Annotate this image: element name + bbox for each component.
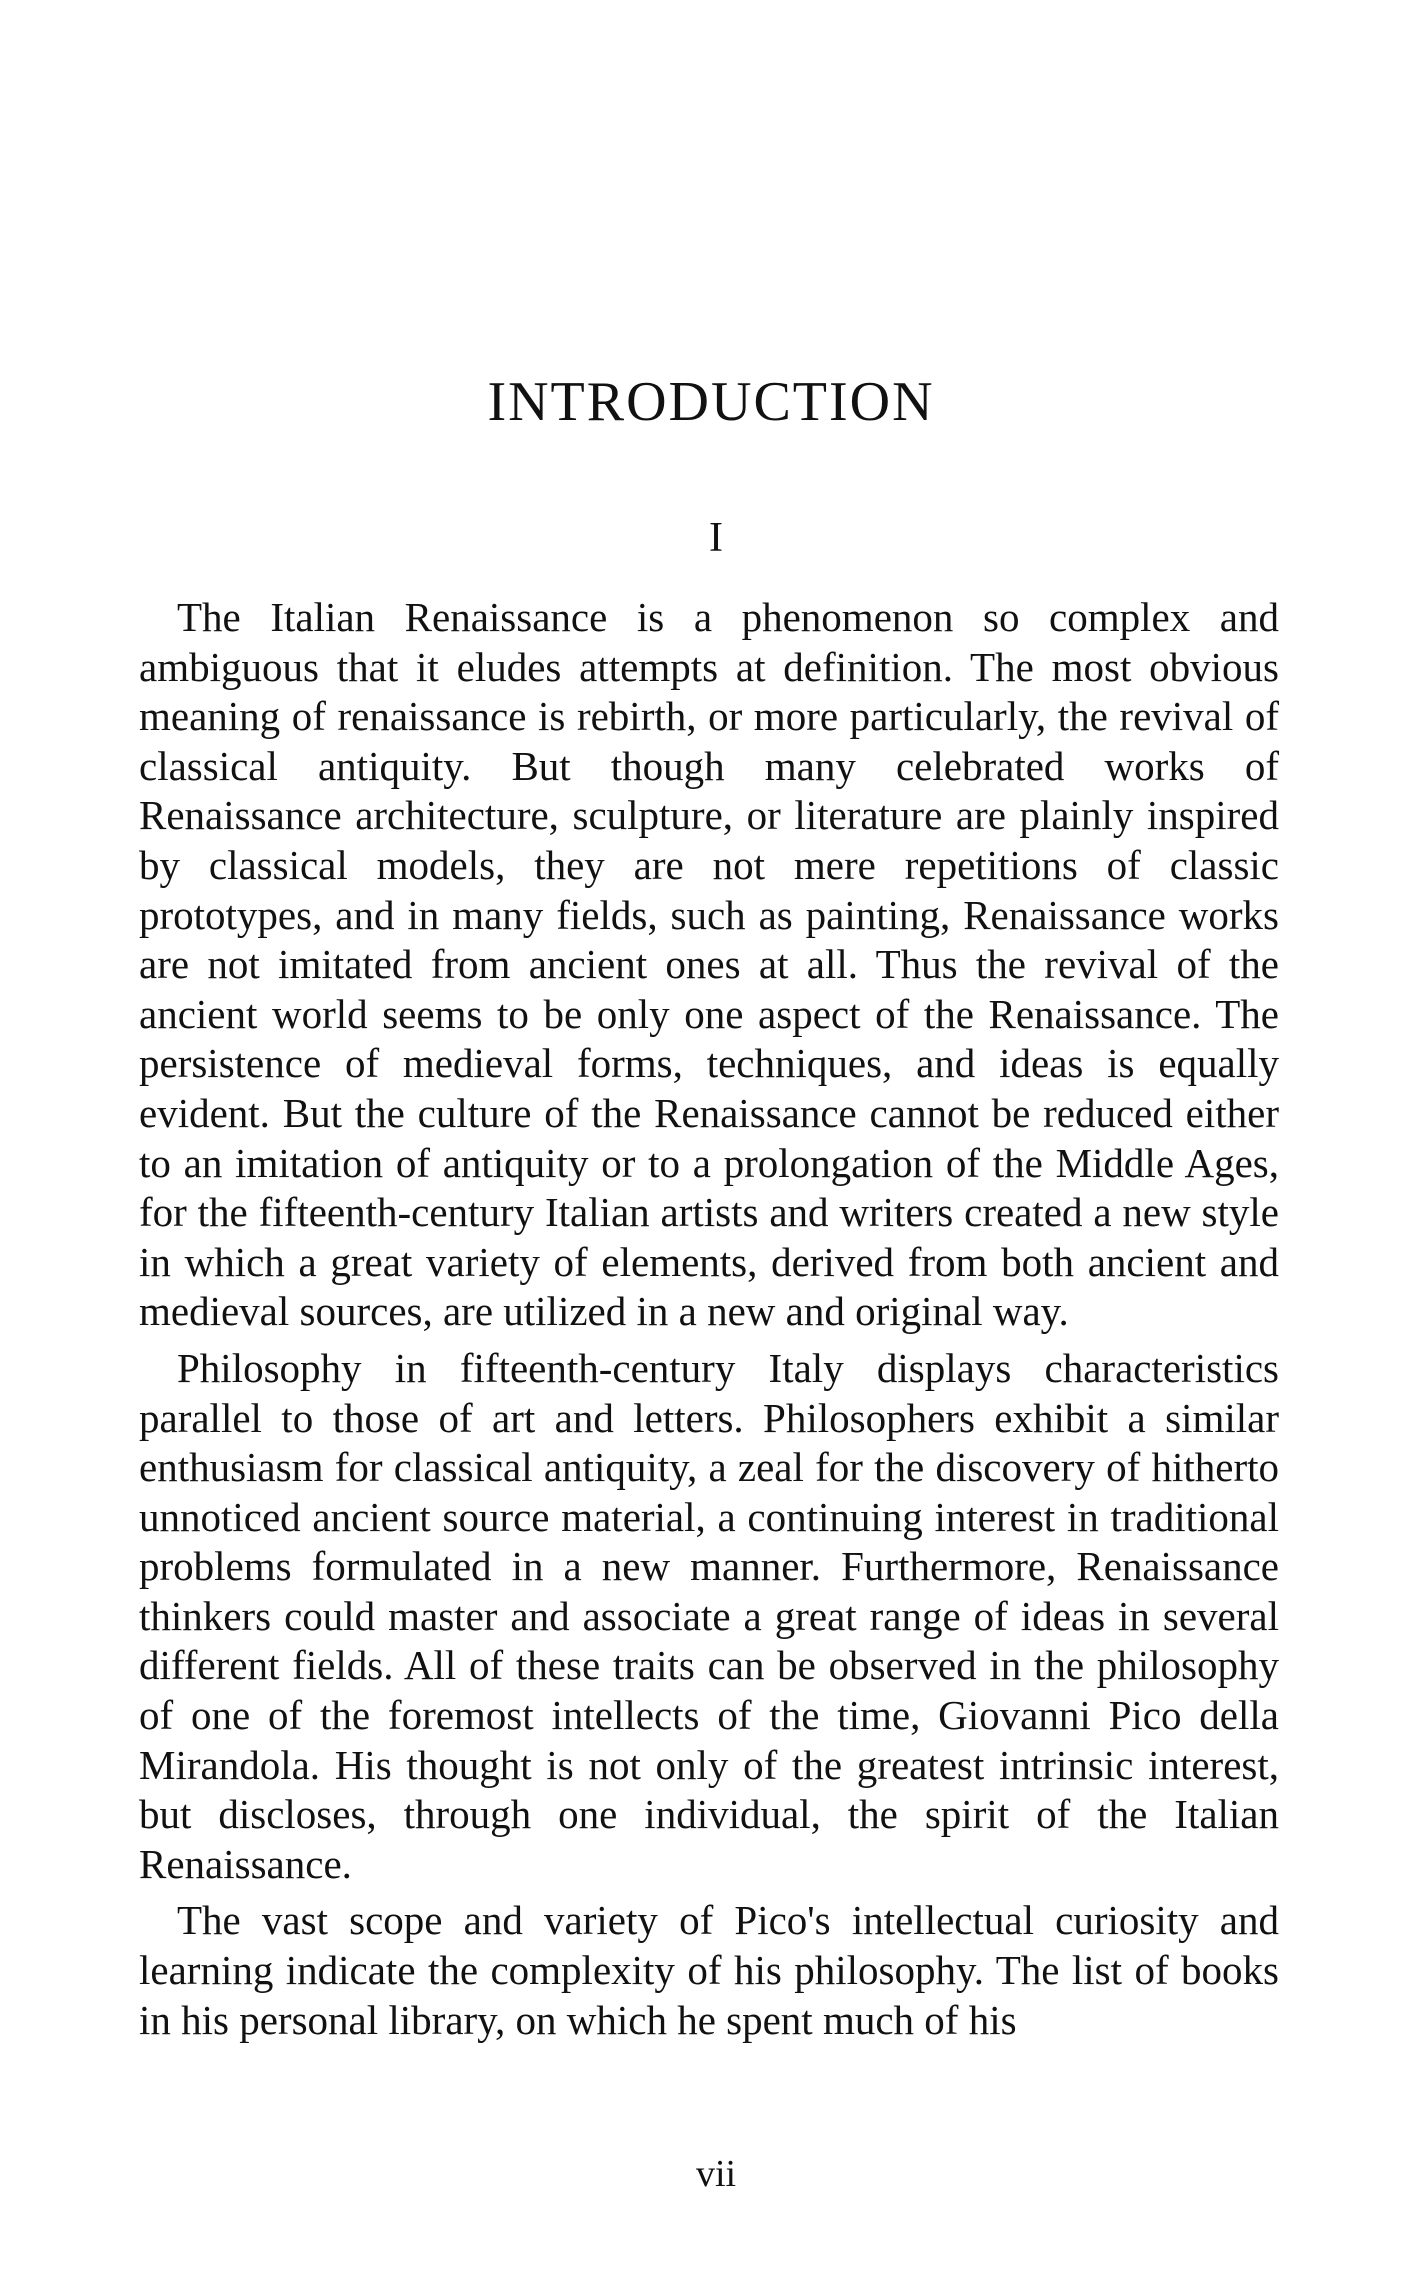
page-number: vii — [695, 2153, 737, 2195]
paragraph-2: Philosophy in fifteenth-century Italy displays characteristics parallel to those of art and letters. Philosophers exhibit a similar enthusiasm for classical antiquity, a zeal for the discovery of hitherto unnoticed ancient source material, a continuing interest in traditional problems formulated in a new manner. Furthermore, Renaissance thinkers could master and associate a great range of ideas in several different fields. All of these traits can be observed in the philosophy of one of the foremost intellects of the time, Giovanni Pico della Mirandola. His thought is not only of the greatest intrinsic interest, but discloses, through one individual, the spirit of the Italian Renaissance. — [139, 1344, 1279, 1887]
chapter-title: INTRODUCTION — [487, 371, 935, 433]
paragraph-3: The vast scope and variety of Pico's intellectual curiosity and learning indicate the complexity of his philosophy. The list of books in his personal library, on which he spent much of his — [139, 1897, 1279, 2043]
body-text — [139, 593, 1279, 2045]
paragraph-1: The Italian Renaissance is a phenomenon so complex and ambiguous that it eludes attempts at definition. The most obvious meaning of renaissance is rebirth, or more particularly, the revival of classical antiquity. But though many celebrated works of Renaissance architecture, sculpture, or literature are plainly inspired by classical models, they are not mere repetitions of classic prototypes, and in many fields, such as painting, Renaissance works are not imitated from ancient ones at all. Thus the revival of the ancient world seems to be only one aspect of the Renaissance. The persistence of medieval forms, techniques, and ideas is equally evident. But the culture of the Renaissance cannot be reduced either to an imitation of antiquity or to a prolongation of the Middle Ages, for the fifteenth-century Italian artists and writers created a new style in which a great variety of elements, derived from both ancient and medieval sources, are utilized in a new and original way. — [139, 594, 1279, 1335]
section-number: I — [709, 515, 723, 561]
